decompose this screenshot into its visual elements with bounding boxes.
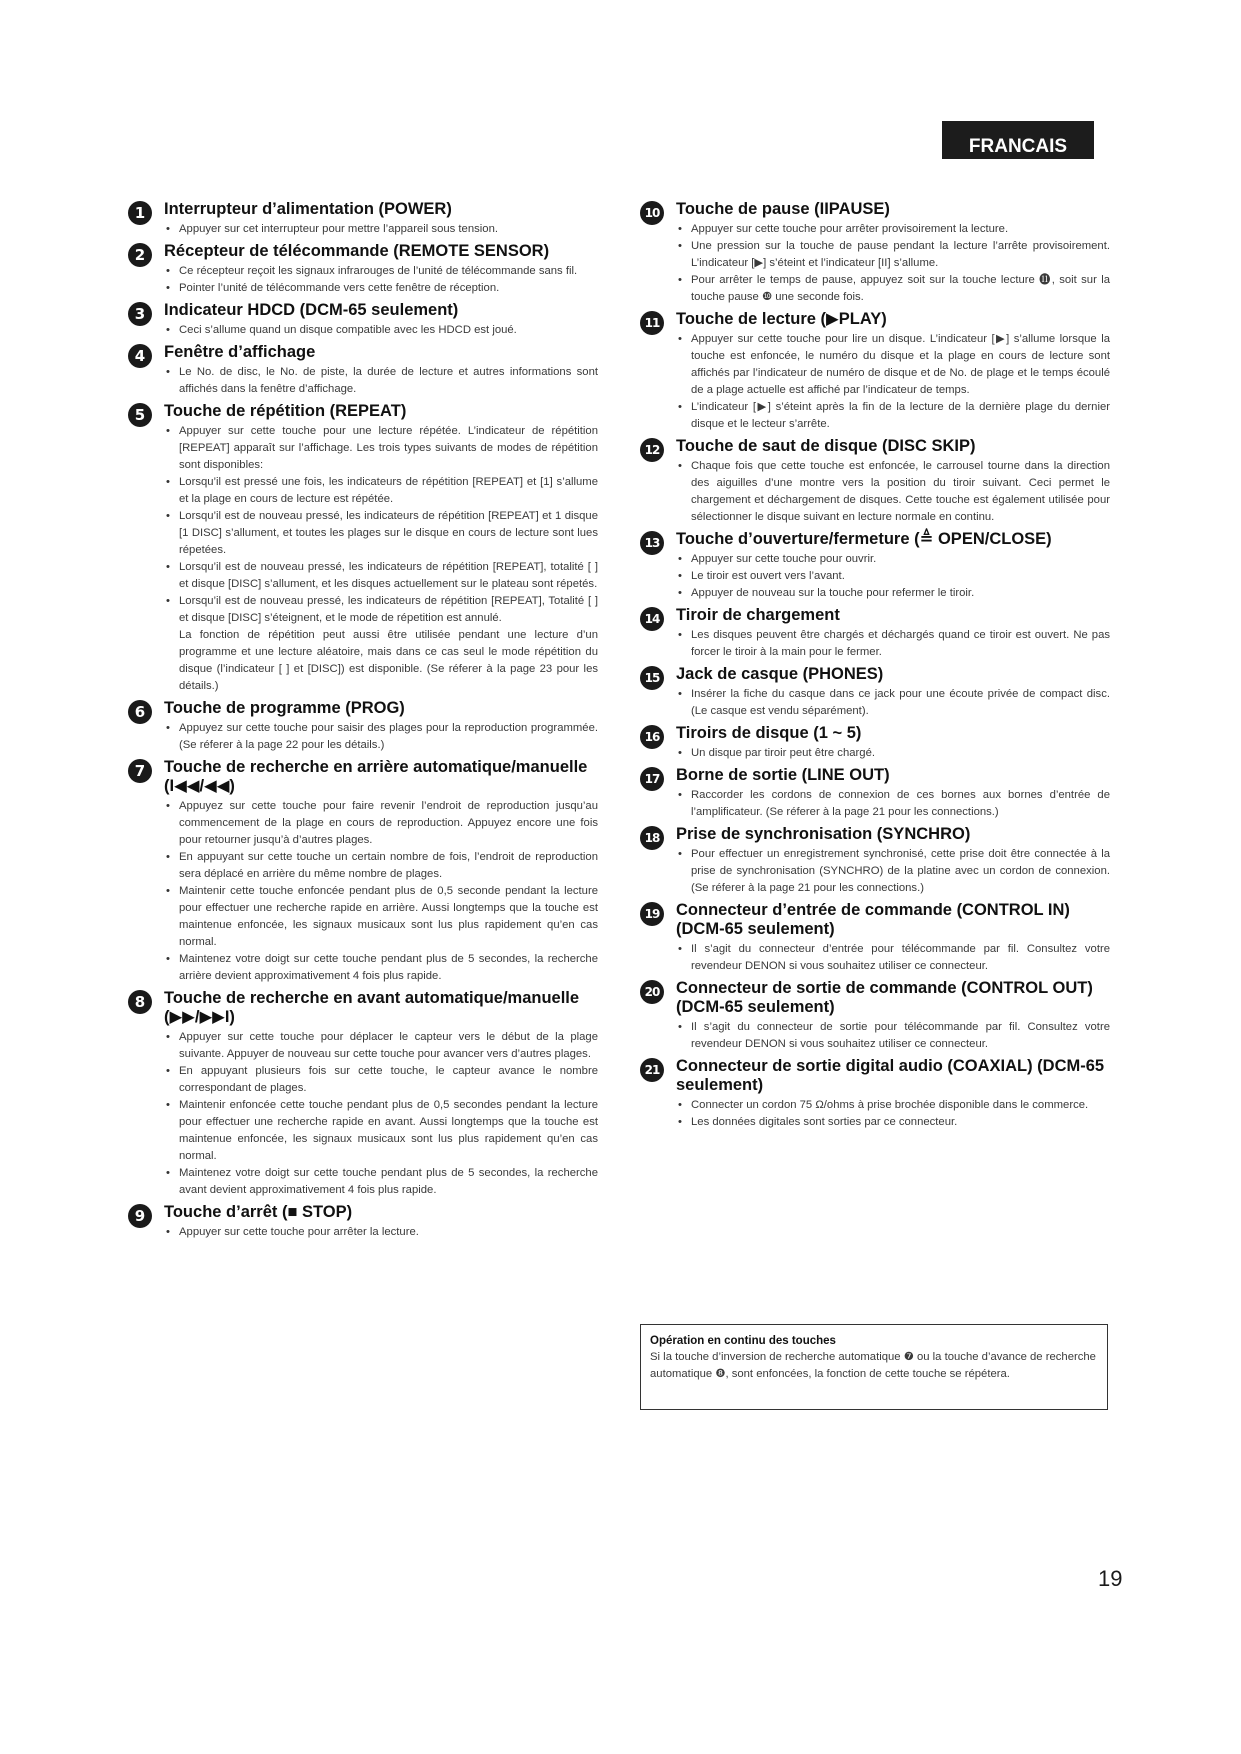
section-9 <box>128 1203 598 1241</box>
section-number: 9 <box>128 1204 152 1228</box>
section-6 <box>128 699 598 754</box>
section-title: Touche de lecture (▶PLAY) <box>676 310 887 328</box>
section-number: 1 <box>128 201 152 225</box>
bullet: • Ce récepteur reçoit les signaux infrarouges de l’unité de télécommande sans fil. <box>164 263 598 280</box>
bullet: • L’indicateur [▶] s’éteint après la fin de la lecture de la dernière plage du dernier disque et le lecteur s’arrête. <box>676 399 1110 433</box>
bullet: • Appuyer sur cette touche pour ouvrir. <box>676 551 1110 568</box>
section-number: 19 <box>640 902 664 926</box>
section-12 <box>640 437 1110 526</box>
section-number: 13 <box>640 531 664 555</box>
section-number: 10 <box>640 201 664 225</box>
section-title: Touche de pause (IIPAUSE) <box>676 200 890 218</box>
section-title: Touche d’ouverture/fermeture (≜ OPEN/CLOSE) <box>676 530 1052 548</box>
section-number: 7 <box>128 759 152 783</box>
bullet: • Maintenez votre doigt sur cette touche pendant plus de 5 secondes, la recherche avant devient approximativement 4 fois plus rapide. <box>164 1165 598 1199</box>
bullet: • Maintenez votre doigt sur cette touche pendant plus de 5 secondes, la recherche arrière devient approximativement 4 fois plus rapide. <box>164 951 598 985</box>
bullet: • Appuyer sur cette touche pour arrêter la lecture. <box>164 1224 598 1241</box>
language-tab: FRANCAIS <box>942 121 1094 159</box>
section-number: 6 <box>128 700 152 724</box>
section-number: 14 <box>640 607 664 631</box>
bullet: • Insérer la fiche du casque dans ce jack pour une écoute privée de compact disc. (Le casque est vendu séparément). <box>676 686 1110 720</box>
section-5 <box>128 402 598 695</box>
bullet: • En appuyant sur cette touche un certain nombre de fois, l’endroit de reproduction sera déplacé en arrière du même nombre de plages. <box>164 849 598 883</box>
bullet: • Les disques peuvent être chargés et déchargés quand ce tiroir est ouvert. Ne pas forcer le tiroir à la main pour le fermer. <box>676 627 1110 661</box>
bullet: • Chaque fois que cette touche est enfoncée, le carrousel tourne dans la direction des aiguilles d’une montre vers la position du tiroir suivant. Ceci permet le chargement et déchargement de disques. Cette touche est également utilisée pour sélectionner le disque suivant en lecture normale en continu. <box>676 458 1110 526</box>
bullet: • Un disque par tiroir peut être chargé. <box>676 745 1110 762</box>
section-14 <box>640 606 1110 661</box>
right-column <box>640 200 1110 1135</box>
section-number: 18 <box>640 826 664 850</box>
section-11 <box>640 310 1110 433</box>
bullet: • Raccorder les cordons de connexion de ces bornes aux bornes d’entrée de l’amplificateur. (Se réferer à la page 21 pour les connections.) <box>676 787 1110 821</box>
section-number: 21 <box>640 1058 664 1082</box>
note-box <box>640 1324 1108 1410</box>
section-10 <box>640 200 1110 306</box>
section-19 <box>640 901 1110 975</box>
section-title: Tiroir de chargement <box>676 606 840 624</box>
bullet: • Lorsqu’il est de nouveau pressé, les indicateurs de répétition [REPEAT], Totalité [ ] et disque [DISC] s’éteignent, et le mode de répetition est annulé. <box>164 593 598 627</box>
section-13 <box>640 530 1110 602</box>
section-number: 8 <box>128 990 152 1014</box>
bullet: • Maintenir cette touche enfoncée pendant plus de 0,5 seconde pendant la lecture pour effectuer une recherche rapide en arrière. Aussi longtemps que la touche est maintenue enfoncée, les signaux musicaux sont lus plus rapidement qu’en cas normal. <box>164 883 598 951</box>
note-text: Si la touche d’inversion de recherche automatique ❼ ou la touche d’avance de recherche automatique ❽, sont enfoncées, la fonction de cette touche se répétera. <box>650 1351 1096 1380</box>
section-title: Récepteur de télécommande (REMOTE SENSOR) <box>164 242 550 260</box>
section-18 <box>640 825 1110 897</box>
bullet: • Appuyer sur cette touche pour arrêter provisoirement la lecture. <box>676 221 1110 238</box>
section-2 <box>128 242 598 297</box>
bullet: • Pointer l’unité de télécommande vers cette fenêtre de réception. <box>164 280 598 297</box>
section-title: Touche de programme (PROG) <box>164 699 405 717</box>
note-title: Opération en continu des touches <box>650 1335 836 1347</box>
bullet: • Connecter un cordon 75 Ω/ohms à prise brochée disponible dans le commerce. <box>676 1097 1110 1114</box>
section-title: Touche d’arrêt (■ STOP) <box>164 1203 353 1221</box>
section-title: Tiroirs de disque (1 ~ 5) <box>676 724 862 742</box>
section-21 <box>640 1057 1110 1131</box>
section-number: 17 <box>640 767 664 791</box>
section-title: Connecteur de sortie de commande (CONTROL OUT) (DCM-65 seulement) <box>676 979 1093 1016</box>
section-title: Interrupteur d’alimentation (POWER) <box>164 200 452 218</box>
bullet: • Il s’agit du connecteur d’entrée pour télécommande par fil. Consultez votre revendeur DENON si vous souhaitez utiliser ce connecteur. <box>676 941 1110 975</box>
section-15 <box>640 665 1110 720</box>
section-title: Fenêtre d’affichage <box>164 343 316 361</box>
bullet: • Lorsqu’il est de nouveau pressé, les indicateurs de répétition [REPEAT], totalité [ ] et disque [DISC] s’allument, et les disques actuellement sur le plateau sont répetés. <box>164 559 598 593</box>
bullet: • Pour effectuer un enregistrement synchronisé, cette prise doit être connectée à la prise de synchronisation (SYNCHRO) de la platine avec un cordon de connexion. (Se réferer à la page 21 pour les connections.) <box>676 846 1110 897</box>
section-number: 16 <box>640 725 664 749</box>
section-title: Connecteur de sortie digital audio (COAXIAL) (DCM-65 seulement) <box>676 1057 1105 1094</box>
section-1 <box>128 200 598 238</box>
bullet: • Appuyez sur cette touche pour faire revenir l’endroit de reproduction jusqu’au commencement de la plage en cours de reproduction. Appuyez encore une fois pour retourner jusqu’à d’autres plages. <box>164 798 598 849</box>
bullet: • Le No. de disc, le No. de piste, la durée de lecture et autres informations sont affichés dans la fenêtre d’affichage. <box>164 364 598 398</box>
section-title: Touche de recherche en avant automatique/manuelle (▶▶/▶▶I) <box>164 989 580 1026</box>
section-7 <box>128 758 598 985</box>
bullet: • Lorsqu’il est pressé une fois, les indicateurs de répétition [REPEAT] et [1] s’allume et la plage en cours de lecture est répétée. <box>164 474 598 508</box>
section-number: 5 <box>128 403 152 427</box>
section-title: Indicateur HDCD (DCM-65 seulement) <box>164 301 459 319</box>
bullet: • Appuyer sur cette touche pour une lecture répétée. L’indicateur de répétition [REPEAT] apparaît sur l’affichage. Les trois types suivants de modes de répétition sont disponibles: <box>164 423 598 474</box>
bullet: • Le tiroir est ouvert vers l’avant. <box>676 568 1110 585</box>
page-number: 19 <box>1098 1566 1123 1591</box>
section-number: 15 <box>640 666 664 690</box>
section-number: 3 <box>128 302 152 326</box>
left-column <box>128 200 598 1245</box>
section-4 <box>128 343 598 398</box>
bullet: • Appuyer de nouveau sur la touche pour refermer le tiroir. <box>676 585 1110 602</box>
section-title: Borne de sortie (LINE OUT) <box>676 766 890 784</box>
section-number: 2 <box>128 243 152 267</box>
section-title: Jack de casque (PHONES) <box>676 665 884 683</box>
section-number: 20 <box>640 980 664 1004</box>
bullet: • En appuyant plusieurs fois sur cette touche, le capteur avance le nombre correspondant de plages. <box>164 1063 598 1097</box>
bullet: • Il s’agit du connecteur de sortie pour télécommande par fil. Consultez votre revendeur DENON si vous souhaitez utiliser ce connecteur. <box>676 1019 1110 1053</box>
section-note: La fonction de répétition peut aussi être utilisée pendant une lecture d’un programme et une lecture aléatoire, mais dans ce cas seul le mode répétition du disque (l’indicateur [ ] et [DISC]) est disponible. (Se réferer à la page 23 pour les détails.) <box>179 629 598 692</box>
bullet: • Appuyer sur cette touche pour déplacer le capteur vers le début de la plage suivante. Appuyer de nouveau sur cette touche pour avancer vers d’autres plages. <box>164 1029 598 1063</box>
section-number: 4 <box>128 344 152 368</box>
section-title: Prise de synchronisation (SYNCHRO) <box>676 825 971 843</box>
section-3 <box>128 301 598 339</box>
bullet: • Une pression sur la touche de pause pendant la lecture l’arrête provisoirement. L’indicateur [▶] s’éteint et l’indicateur [II] s’allume. <box>676 238 1110 272</box>
section-title: Touche de répétition (REPEAT) <box>164 402 407 420</box>
bullet: • Appuyer sur cet interrupteur pour mettre l’appareil sous tension. <box>164 221 598 238</box>
bullet: • Maintenir enfoncée cette touche pendant plus de 0,5 secondes pendant la lecture pour effectuer une recherche rapide en avant. Aussi longtemps que la touche est maintenue enfoncée, les signaux musicaux sont lus plus rapidement qu’en cas normal. <box>164 1097 598 1165</box>
bullet: • Appuyer sur cette touche pour lire un disque. L’indicateur [▶] s’allume lorsque la touche est enfoncée, le numéro du disque et la plage en cours de lecture sont affichés par l’indicateur de numéro de disque et de No. de plage et le temps écoulé de a plage actuelle est affiché par l’indicateur de temps. <box>676 331 1110 399</box>
section-number: 11 <box>640 311 664 335</box>
section-number: 12 <box>640 438 664 462</box>
bullet: • Lorsqu’il est de nouveau pressé, les indicateurs de répétition [REPEAT] et 1 disque [1 DISC] s’allument, et toutes les plages sur le disque en cours de lecture sont lues répetées. <box>164 508 598 559</box>
section-17 <box>640 766 1110 821</box>
bullet: • Pour arrêter le temps de pause, appuyez soit sur la touche lecture ⓫, soit sur la touche pause ❿ une seconde fois. <box>676 272 1110 306</box>
section-title: Touche de saut de disque (DISC SKIP) <box>676 437 976 455</box>
section-16 <box>640 724 1110 762</box>
bullet: • Appuyez sur cette touche pour saisir des plages pour la reproduction programmée. (Se réferer à la page 22 pour les détails.) <box>164 720 598 754</box>
section-8 <box>128 989 598 1199</box>
section-title: Touche de recherche en arrière automatique/manuelle (I◀◀/◀◀) <box>164 758 588 795</box>
bullet: • Ceci s’allume quand un disque compatible avec les HDCD est joué. <box>164 322 598 339</box>
bullet: • Les données digitales sont sorties par ce connecteur. <box>676 1114 1110 1131</box>
section-title: Connecteur d’entrée de commande (CONTROL IN) (DCM-65 seulement) <box>676 901 1070 938</box>
section-20 <box>640 979 1110 1053</box>
